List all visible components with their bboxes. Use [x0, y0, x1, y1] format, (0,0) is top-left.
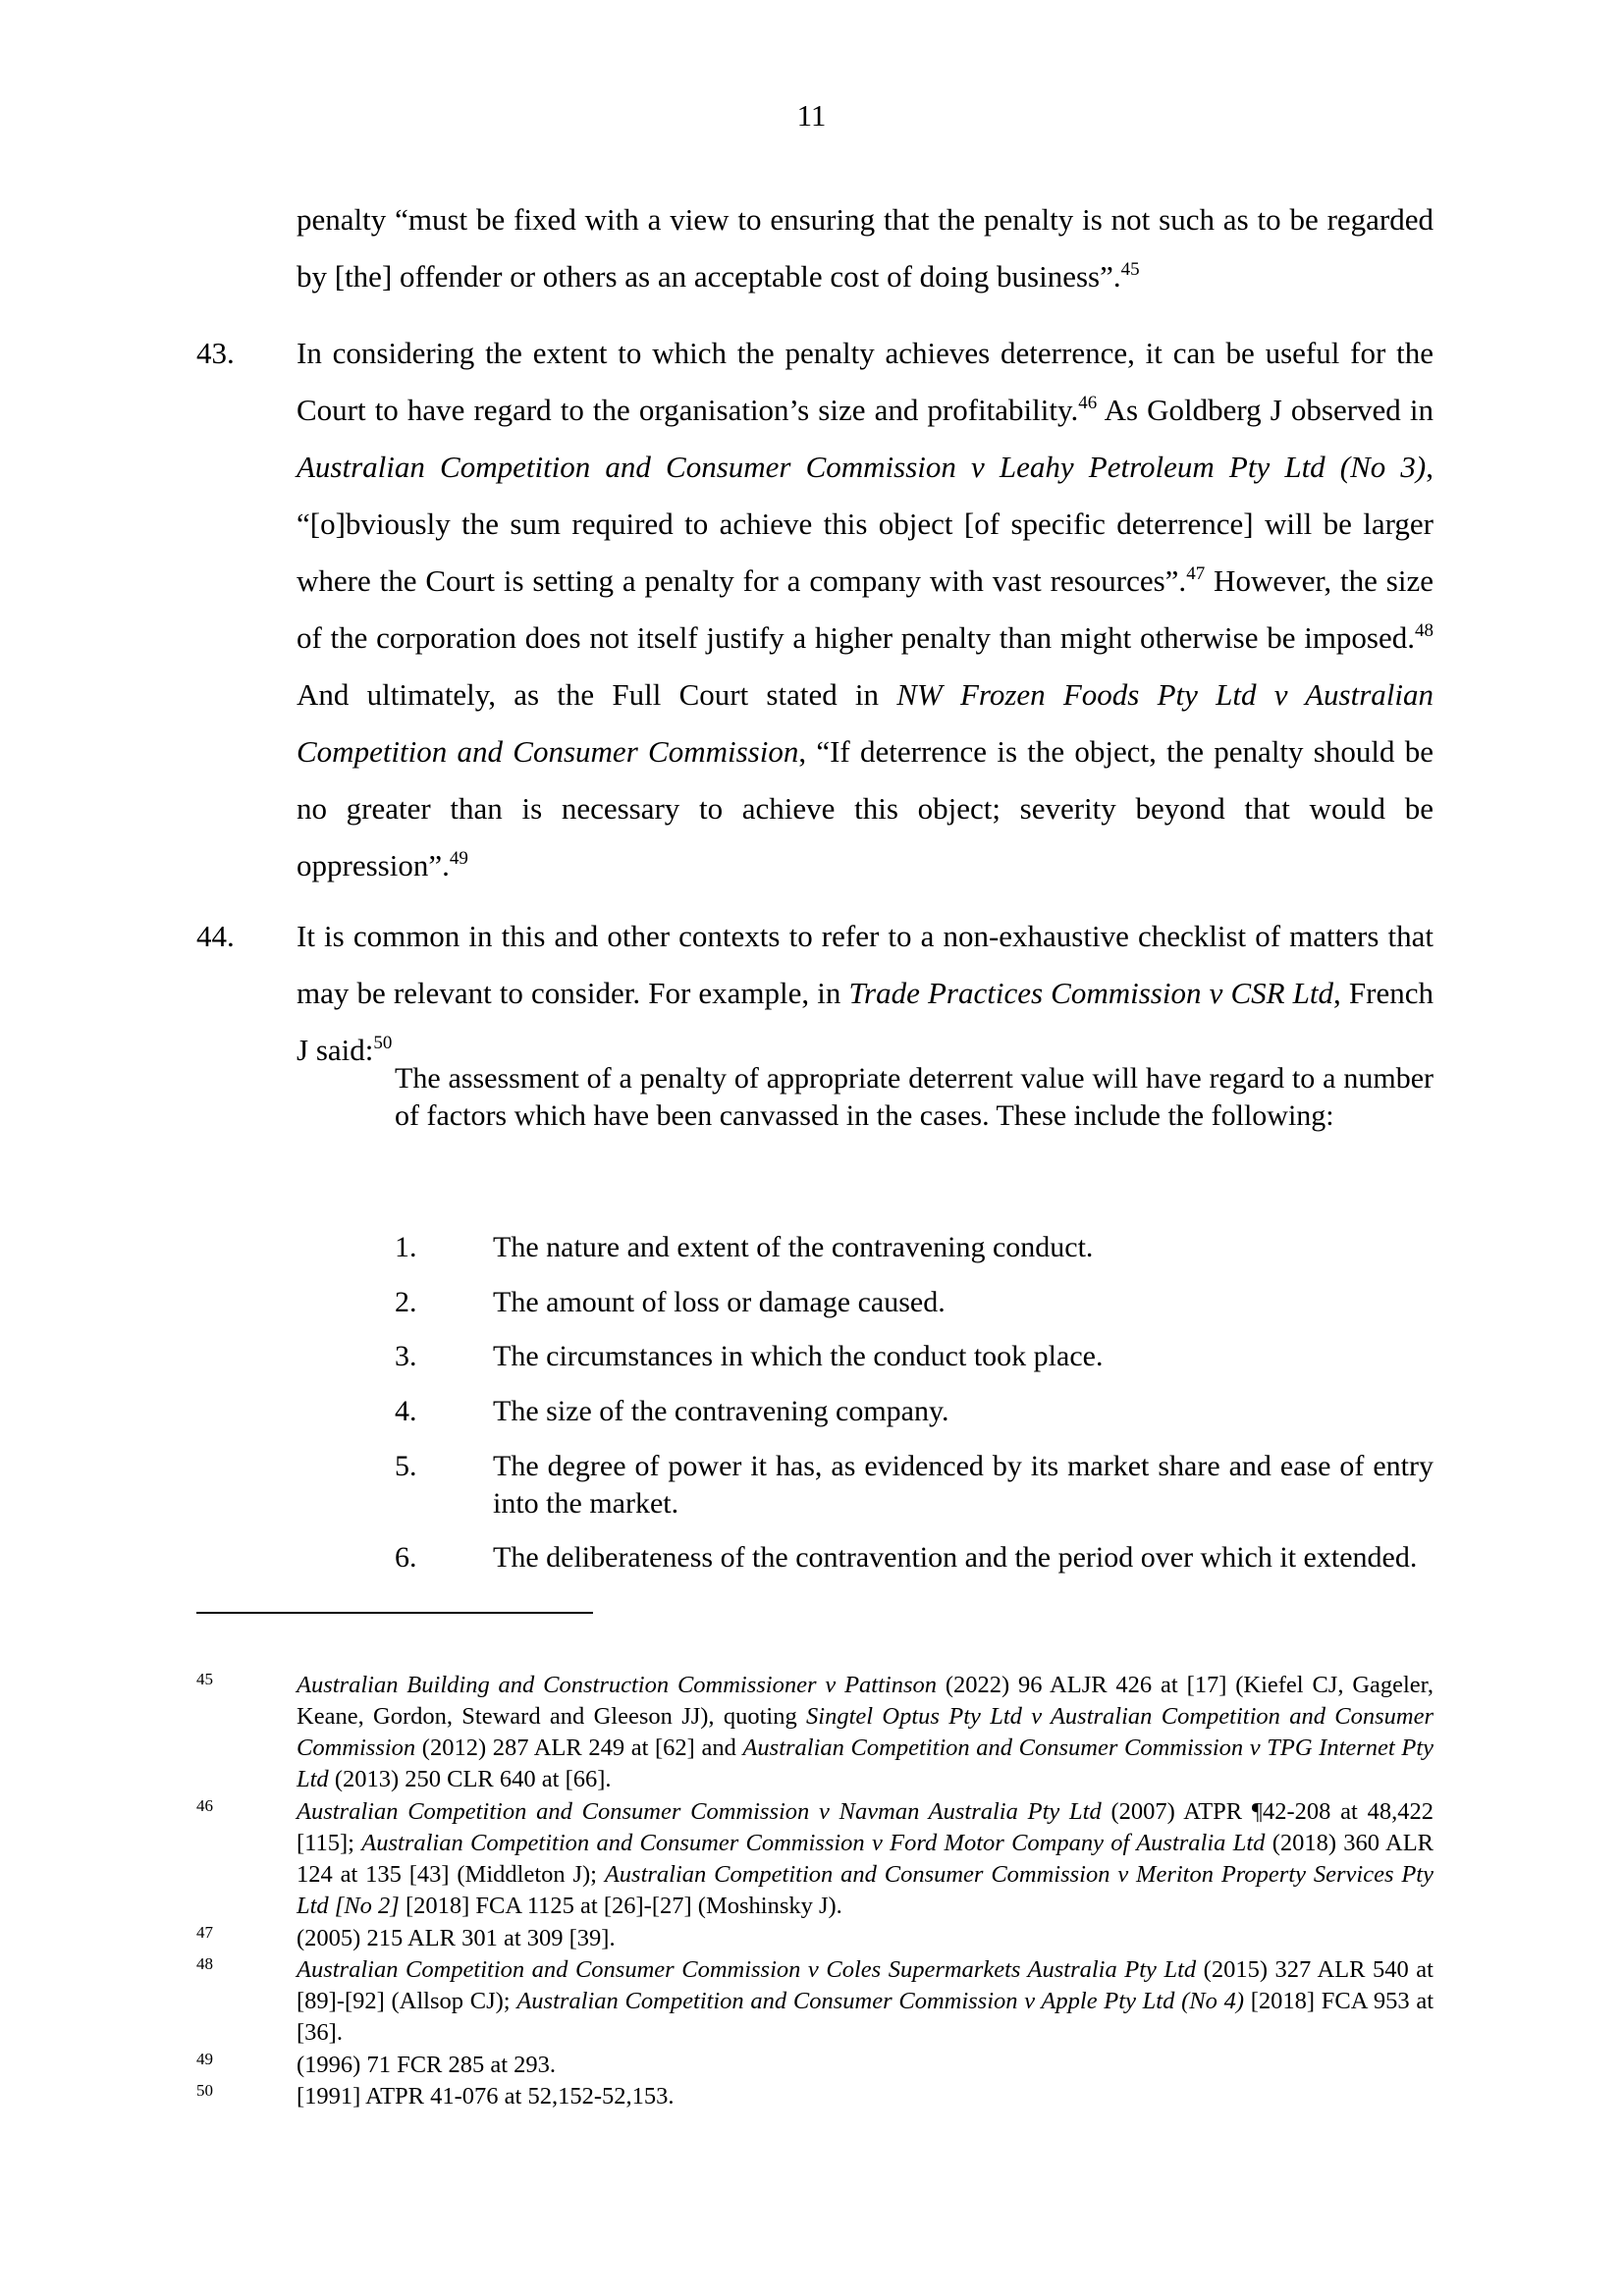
text-run: (2007) ATPR ¶42-208 at 48,422 [115];	[297, 1798, 1434, 1856]
footnote-text: [1991] ATPR 41-076 at 52,152-52,153.	[297, 2083, 675, 2109]
case-name: Australian Competition and Consumer Commission v Navman Australia Pty Ltd	[297, 1798, 1102, 1825]
paragraph-text	[297, 908, 1434, 1079]
case-name: Trade Practices Commission v CSR Ltd	[848, 976, 1334, 1010]
footnote-number: 45	[196, 1670, 213, 1688]
text-run: , “[o]bviously the sum required to achieve this object [of specific deterrence] will be larger where the Court is setting a penalty for a company with vast resources”.	[297, 450, 1434, 598]
text-run: It is common in this and other contexts to refer to a non-exhaustive checklist of matters that may be relevant to consider. For example, in	[297, 919, 1434, 1010]
case-name: NW Frozen Foods Pty Ltd v Australian Competition and Consumer Commission	[297, 677, 1434, 769]
footnote-separator	[196, 1612, 593, 1614]
footnote-number: 47	[196, 1923, 213, 1942]
case-name: Australian Building and Construction Commissioner v Pattinson	[297, 1672, 938, 1698]
text-run: (2015) 327 ALR 540 at [89]-[92] (Allsop CJ);	[297, 1956, 1434, 2014]
footnote-text	[297, 1796, 1434, 1922]
paragraph-text: penalty “must be fixed with a view to ensuring that the penalty is not such as to be regarded by [the] offender or others as an acceptable cost of doing business”.	[297, 202, 1434, 294]
case-name: Australian Competition and Consumer Commission v TPG Internet Pty Ltd	[297, 1735, 1434, 1792]
case-name: Australian Competition and Consumer Commission v Apple Pty Ltd (No 4)	[516, 1988, 1244, 2014]
text-run: However, the size of the corporation does not itself justify a higher penalty than might otherwise be imposed.	[297, 563, 1434, 655]
footnote-number: 48	[196, 1954, 213, 1973]
footnote-text: (1996) 71 FCR 285 at 293.	[297, 2052, 557, 2078]
list-number: 5.	[395, 1450, 417, 1482]
page-number: 11	[796, 98, 827, 133]
paragraph-text	[297, 325, 1434, 894]
list-text: The circumstances in which the conduct took place.	[493, 1340, 1104, 1372]
text-run: [2018] FCA 1125 at [26]-[27] (Moshinsky J).	[399, 1893, 842, 1919]
text-run: (2012) 287 ALR 249 at [62] and	[415, 1735, 743, 1761]
case-name: Singtel Optus Pty Ltd v Australian Competition and Consumer Commission	[297, 1703, 1434, 1761]
list-text: The amount of loss or damage caused.	[493, 1286, 946, 1318]
case-name: Australian Competition and Consumer Commission v Ford Motor Company of Australia Ltd	[361, 1830, 1266, 1856]
footnote-ref[interactable]: 46	[1078, 393, 1098, 413]
footnote-number: 49	[196, 2050, 213, 2068]
case-name: Australian Competition and Consumer Commission v Meriton Property Services Pty Ltd [No 2]	[297, 1861, 1434, 1919]
text-run: And ultimately, as the Full Court stated in	[297, 677, 897, 712]
list-text: The size of the contravening company.	[493, 1395, 949, 1427]
case-name: Australian Competition and Consumer Commission v Coles Supermarkets Australia Pty Ltd	[297, 1956, 1197, 1983]
text-run: (2018) 360 ALR 124 at 135 [43] (Middleton J);	[297, 1830, 1434, 1888]
paragraph-number: 43.	[196, 336, 235, 370]
footnote-text	[297, 1954, 1434, 2049]
list-number: 6.	[395, 1541, 417, 1574]
list-text: The deliberateness of the contravention and the period over which it extended.	[493, 1541, 1418, 1574]
text-run: (2022) 96 ALJR 426 at [17] (Kiefel CJ, Gageler, Keane, Gordon, Steward and Gleeson JJ), quoting	[297, 1672, 1434, 1730]
text-run: , French J said:	[297, 976, 1434, 1067]
footnote-ref[interactable]: 47	[1186, 563, 1206, 584]
block-quote-intro: The assessment of a penalty of appropriate deterrent value will have regard to a number of factors which have been canvassed in the cases. These include the following:	[395, 1062, 1434, 1132]
list-number: 2.	[395, 1286, 417, 1318]
footnote-ref[interactable]: 49	[449, 848, 468, 869]
text-run: In considering the extent to which the penalty achieves deterrence, it can be useful for the Court to have regard to the organisation’s size and profitability.	[297, 336, 1434, 427]
continued-paragraph	[297, 191, 1434, 305]
list-number: 4.	[395, 1395, 417, 1427]
footnote-text: (2005) 215 ALR 301 at 309 [39].	[297, 1925, 616, 1951]
footnote-ref[interactable]: 50	[373, 1033, 393, 1053]
list-number: 1.	[395, 1231, 417, 1263]
list-number: 3.	[395, 1340, 417, 1372]
text-run: (2013) 250 CLR 640 at [66].	[328, 1766, 612, 1792]
list-text: The nature and extent of the contravening conduct.	[493, 1231, 1094, 1263]
footnote-ref[interactable]: 45	[1120, 259, 1140, 280]
paragraph-number: 44.	[196, 919, 235, 953]
footnote-number: 46	[196, 1796, 213, 1815]
text-run: , “If deterrence is the object, the penalty should be no greater than is necessary to achieve this object; severity beyond that would be oppression”.	[297, 734, 1434, 882]
text-run: [2018] FCA 953 at [36].	[297, 1988, 1434, 2046]
list-text: The degree of power it has, as evidenced by its market share and ease of entry into the market.	[493, 1450, 1434, 1520]
case-name: Australian Competition and Consumer Commission v Leahy Petroleum Pty Ltd (No 3)	[297, 450, 1427, 484]
footnote-text	[297, 1670, 1434, 1795]
footnote-number: 50	[196, 2081, 213, 2100]
text-run: As Goldberg J observed in	[1097, 393, 1434, 427]
footnote-ref[interactable]: 48	[1415, 620, 1434, 641]
